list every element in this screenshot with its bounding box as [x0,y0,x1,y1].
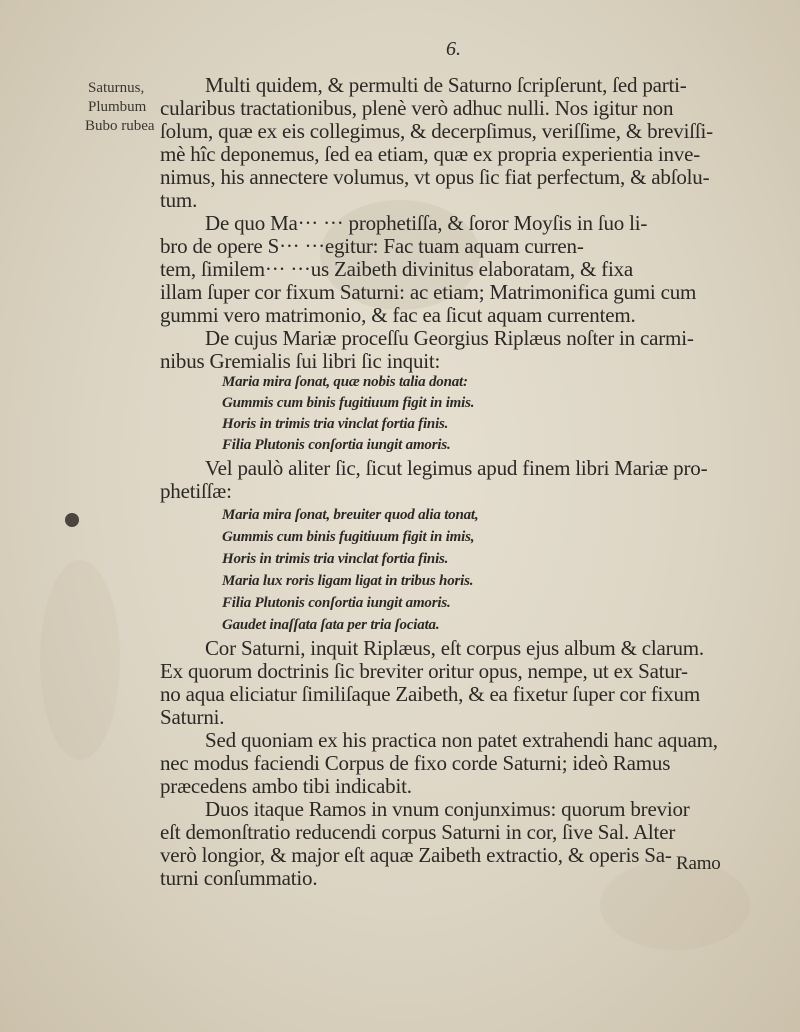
verse-line: Filia Plutonis conſortia iungit amoris. [222,437,451,453]
text-line: præcedens ambo tibi indicabit. [160,774,412,798]
text-line: ſolum, quæ ex eis collegimus, & decerpſimus, veriſſime, & breviſſi- [160,119,713,143]
text-line: turni conſummatio. [160,866,318,890]
verse-line: Maria mira ſonat, quæ nobis talia donat: [222,374,468,390]
verse-line: Gummis cum binis fugitiuum figit in imis, [222,529,475,545]
margin-note: Saturnus, [88,80,145,96]
text-line: De quo Ma··· ··· prophetiſſa, & ſoror Moyſis in ſuo li- [205,211,648,235]
text-line: bro de opere S··· ···egitur: Fac tuam aquam curren- [160,234,584,258]
text-line: gummi vero matrimonio, & fac ea ſicut aquam currentem. [160,303,636,327]
text-line: nimus, his annectere volumus, vt opus ſic fiat perfectum, & abſolu- [160,165,710,189]
text-line: no aqua eliciatur ſimiliſaque Zaibeth, & ea fixetur ſuper cor fixum [160,682,700,706]
text-line: tem, ſimilem··· ···us Zaibeth divinitus elaboratam, & fixa [160,257,634,281]
verse-line: Horis in trimis tria vinclat fortia finis. [222,416,449,432]
margin-note: Bubo rubea [85,118,155,134]
paper-stain [600,860,750,950]
text-line: Ex quorum doctrinis ſic breviter oritur opus, nempe, ut ex Satur- [160,659,688,683]
page-number: 6. [446,38,461,60]
text-line: illam ſuper cor fixum Saturni: ac etiam; Matrimonifica gumi cum [160,280,697,304]
text-line: verò longior, & major eſt aquæ Zaibeth extractio, & operis Sa- [160,843,672,867]
text-line: Multi quidem, & permulti de Saturno ſcripſerunt, ſed parti- [205,73,687,97]
margin-note: Plumbum [88,99,147,115]
text-line: eſt demonſtratio reducendi corpus Saturni in cor, ſive Sal. Alter [160,820,676,844]
text-line: mè hîc deponemus, ſed ea etiam, quæ ex propria experientia inve- [160,142,700,166]
text-line: Saturni. [160,705,225,729]
text-line: nec modus faciendi Corpus de fixo corde Saturni; ideò Ramus [160,751,671,775]
verse-line: Horis in trimis tria vinclat fortia finis. [222,551,449,567]
text-line: De cujus Mariæ proceſſu Georgius Riplæus noſter in carmi- [205,326,694,350]
text-line: tum. [160,188,198,212]
text-line: phetiſſæ: [160,479,232,503]
catchword: Ramo [676,853,721,874]
text-line: Sed quoniam ex his practica non patet extrahendi hanc aquam, [205,728,718,752]
text-line: Duos itaque Ramos in vnum conjunximus: quorum brevior [205,797,690,821]
verse-line: Maria mira ſonat, breuiter quod alia tonat, [222,507,479,523]
verse-line: Gummis cum binis fugitiuum figit in imis. [222,395,475,411]
verse-line: Gaudet inaſſata ſata per tria ſociata. [222,617,440,633]
text-line: Vel paulò aliter ſic, ſicut legimus apud finem libri Mariæ pro- [205,456,708,480]
text-line: cularibus tractationibus, plenè verò adhuc nulli. Nos igitur non [160,96,674,120]
text-line: Cor Saturni, inquit Riplæus, eſt corpus ejus album & clarum. [205,636,704,660]
ink-blot [65,513,79,527]
paper-stain [40,560,120,760]
verse-line: Maria lux roris ligam ligat in tribus horis. [222,573,474,589]
verse-line: Filia Plutonis conſortia iungit amoris. [222,595,451,611]
text-line: nibus Gremialis ſui libri ſic inquit: [160,349,441,373]
